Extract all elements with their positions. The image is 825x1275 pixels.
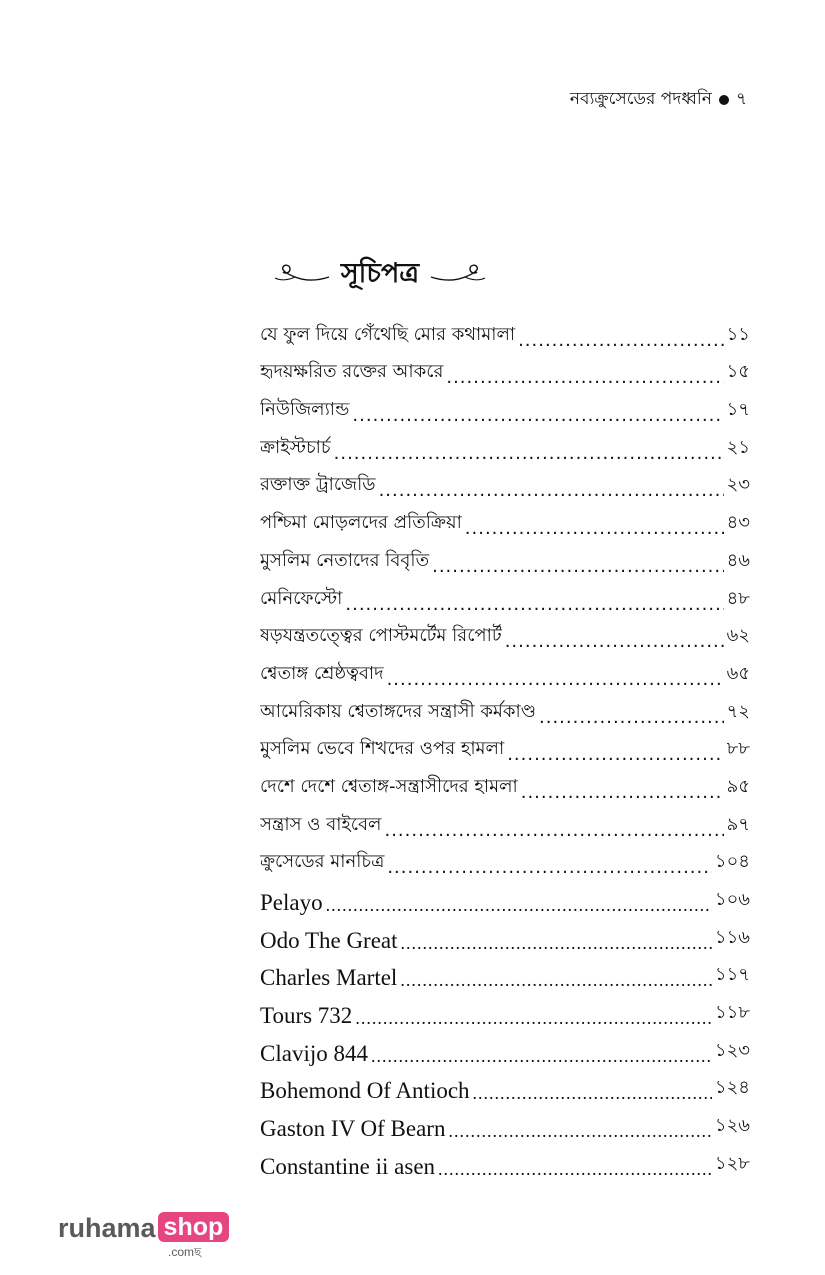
dot-leader: [387, 669, 724, 690]
dot-leader: [539, 707, 724, 728]
entry-page-number: ১১৬: [714, 926, 750, 948]
toc-entry: [260, 991, 750, 1029]
toc-entry: [260, 577, 750, 615]
entry-page-number: ২১: [726, 436, 750, 458]
toc-entry: [260, 388, 750, 426]
entry-title: মুসলিম নেতাদের বিবৃতি: [260, 549, 430, 571]
entry-title: ক্রুসেডের মানচিত্র: [260, 851, 385, 873]
entry-page-number: ৬২: [726, 625, 750, 647]
toc-entry: [260, 501, 750, 539]
toc-entry: [260, 351, 750, 389]
entry-title: Clavijo 844: [260, 1040, 368, 1066]
entry-page-number: ১১: [726, 323, 750, 345]
entry-title: রক্তাক্ত ট্রাজেডি: [260, 474, 376, 496]
entry-page-number: ৪৬: [726, 549, 750, 571]
entry-title: যে ফুল দিয়ে গেঁথেছি মোর কথামালা: [260, 323, 516, 345]
watermark-logo: [58, 1212, 229, 1259]
entry-page-number: ৯৭: [726, 813, 750, 835]
dot-leader: [326, 895, 712, 916]
toc-heading-text: সূচিপত্র: [340, 257, 420, 289]
toc-entry: [260, 652, 750, 690]
entry-page-number: ১৭: [726, 399, 750, 421]
toc-entry: [260, 426, 750, 464]
running-header: [570, 86, 747, 114]
logo-text: ruhama: [58, 1213, 156, 1243]
entry-title: মুসলিম ভেবে শিখদের ওপর হামলা: [260, 738, 505, 760]
entry-page-number: ৪৮: [726, 587, 750, 609]
entry-title: দেশে দেশে শ্বেতাঙ্গ-সন্ত্রাসীদের হামলা: [260, 775, 518, 797]
dot-leader: [400, 970, 712, 991]
entry-title: ষড়যন্ত্রতত্ত্বের পোস্টমর্টেম রিপোর্ট: [260, 625, 502, 647]
dot-leader: [355, 1008, 712, 1029]
dot-leader: [507, 744, 723, 765]
entry-title: ক্রাইস্টচার্চ: [260, 436, 331, 458]
dot-leader: [465, 518, 724, 539]
dot-leader: [371, 1046, 712, 1067]
entry-page-number: ১০৬: [714, 889, 750, 910]
entry-page-number: ১১৮: [714, 1002, 750, 1024]
running-title: নব্যক্রুসেডের পদধ্বনি: [569, 89, 712, 109]
entry-page-number: ১২৪: [714, 1077, 750, 1099]
toc-entry: [260, 313, 750, 351]
toc-entry: [260, 615, 750, 653]
toc-entry: [260, 1029, 750, 1067]
entry-page-number: ৮৮: [726, 738, 750, 760]
entry-title: Charles Martel: [260, 965, 398, 991]
entry-page-number: ১২৩: [714, 1039, 750, 1061]
entry-title: Bohemond Of Antioch: [260, 1078, 470, 1104]
entry-title: পশ্চিমা মোড়লদের প্রতিক্রিয়া: [260, 512, 462, 534]
logo-badge: shop: [158, 1212, 230, 1242]
dot-leader: [446, 367, 723, 388]
toc-entry: [260, 728, 750, 766]
entry-title: হৃদয়ক্ষরিত রক্তের আকরে: [260, 361, 444, 383]
toc-heading: [262, 250, 498, 300]
toc-entry: [260, 1104, 750, 1142]
toc-entry: [260, 539, 750, 577]
dot-leader: [438, 1159, 712, 1180]
entry-title: Constantine ii asen: [260, 1153, 436, 1179]
entry-page-number: ২৩: [726, 474, 750, 496]
toc-entry: [260, 841, 750, 879]
entry-title: আমেরিকায় শ্বেতাঙ্গদের সন্ত্রাসী কর্মকাণ্ড: [260, 700, 536, 722]
entry-title: Tours 732: [260, 1003, 353, 1029]
dot-leader: [379, 480, 724, 501]
dot-leader: [448, 1121, 711, 1142]
entry-title: সন্ত্রাস ও বাইবেল: [260, 813, 382, 835]
entry-page-number: ১৫: [726, 361, 750, 383]
right-flourish-icon: [429, 262, 487, 288]
entry-page-number: ১১৭: [714, 964, 750, 986]
toc-entry: [260, 765, 750, 803]
toc-list: [260, 313, 750, 1180]
entry-page-number: ৭২: [726, 700, 750, 722]
toc-entry: [260, 1067, 750, 1105]
toc-entry: [260, 464, 750, 502]
left-flourish-icon: [273, 262, 331, 288]
entry-title: Odo The Great: [260, 927, 398, 953]
entry-page-number: ১২৬: [714, 1115, 750, 1137]
toc-entry: [260, 954, 750, 992]
bullet-icon: [719, 95, 729, 105]
page-number: ৭: [735, 89, 747, 109]
entry-page-number: ৯৫: [726, 775, 750, 797]
logo-subtext: .comছ: [168, 1245, 202, 1259]
dot-leader: [432, 556, 724, 577]
entry-title: Pelayo: [260, 890, 323, 915]
dot-leader: [334, 443, 724, 464]
dot-leader: [521, 782, 724, 803]
entry-page-number: ১০৪: [714, 851, 750, 873]
toc-entry: [260, 916, 750, 954]
entry-page-number: ১২৮: [714, 1152, 750, 1174]
dot-leader: [473, 1083, 712, 1104]
toc-entry: [260, 878, 750, 916]
entry-title: নিউজিল্যান্ড: [260, 399, 350, 421]
entry-page-number: ৪৩: [726, 512, 750, 534]
toc-entry: [260, 690, 750, 728]
dot-leader: [384, 820, 723, 841]
entry-title: শ্বেতাঙ্গ শ্রেষ্ঠত্ববাদ: [260, 662, 384, 684]
entry-title: মেনিফেস্টো: [260, 587, 343, 609]
dot-leader: [518, 330, 724, 351]
entry-page-number: ৬৫: [726, 662, 750, 684]
dot-leader: [345, 594, 723, 615]
dot-leader: [387, 857, 712, 878]
dot-leader: [352, 405, 723, 426]
entry-title: Gaston IV Of Bearn: [260, 1116, 446, 1142]
dot-leader: [401, 933, 712, 954]
dot-leader: [505, 631, 724, 652]
toc-entry: [260, 803, 750, 841]
toc-entry: [260, 1142, 750, 1180]
